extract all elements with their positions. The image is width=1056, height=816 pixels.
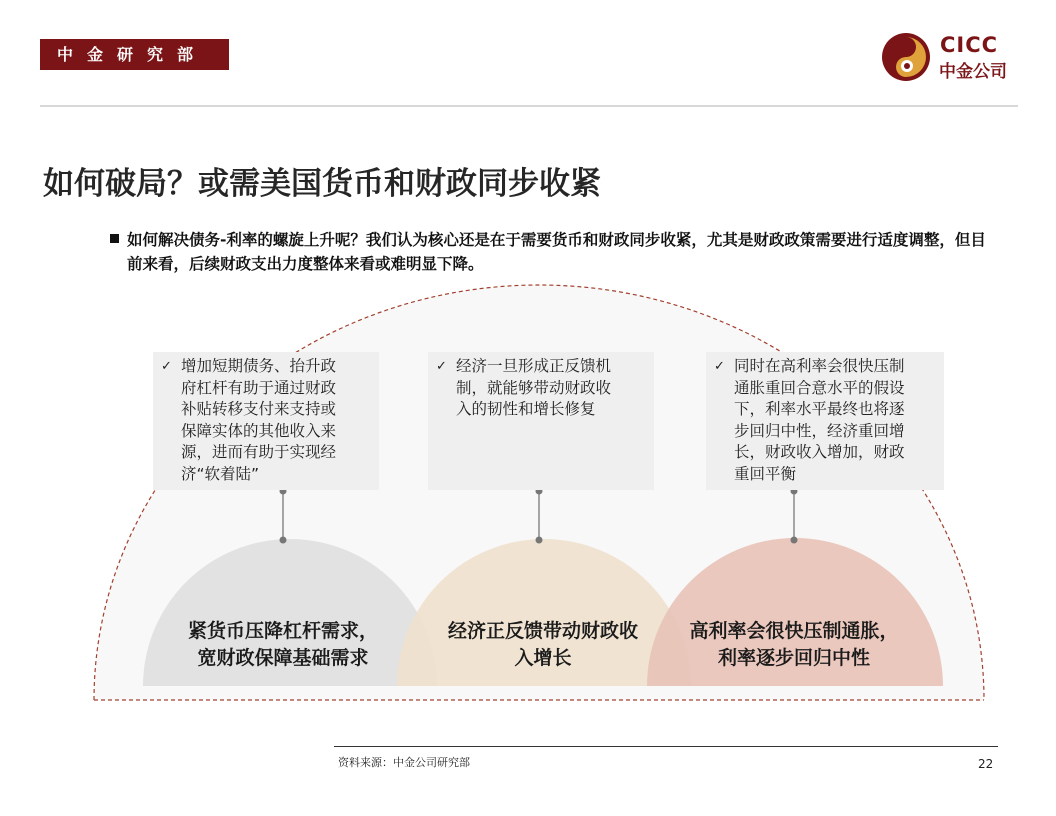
card-line: 补贴转移支付来支持或 bbox=[181, 400, 337, 418]
check-icon: ✓ bbox=[161, 359, 172, 374]
page-title: 如何破局？或需美国货币和财政同步收紧 bbox=[43, 166, 601, 202]
summary-text: 如何解决债务-利率的螺旋上升呢？我们认为核心还是在于需要货币和财政同步收紧，尤其是财政政策需要进行适度调整，但目前来看，后续财政支出力度整体来看或难明显下降。 bbox=[127, 231, 986, 273]
source-note: 资料来源：中金公司研究部 bbox=[338, 756, 470, 769]
footer-divider bbox=[334, 746, 998, 747]
semicircle-label-right bbox=[674, 618, 914, 672]
card-line: 步回归中性，经济重回增 bbox=[734, 421, 905, 440]
card-line: 府杠杆有助于通过财政 bbox=[181, 378, 337, 397]
semicircle-label-middle bbox=[428, 618, 658, 672]
card-line: 入的韧性和增长修复 bbox=[456, 400, 596, 418]
card-left bbox=[153, 352, 379, 490]
label-line: 利率逐步回归中性 bbox=[717, 647, 870, 669]
logo-text-cn: 中金公司 bbox=[939, 62, 1007, 82]
logo-text-en: CICC bbox=[940, 33, 999, 57]
card-middle bbox=[428, 352, 654, 490]
card-line: 下，利率水平最终也将逐 bbox=[734, 400, 905, 418]
card-line: 通胀重回合意水平的假设 bbox=[734, 378, 905, 397]
label-line: 经济正反馈带动财政收 bbox=[447, 620, 638, 642]
card-line: 同时在高利率会很快压制 bbox=[734, 357, 905, 375]
card-line: 源，进而有助于实现经 bbox=[181, 443, 337, 461]
label-line: 紧货币压降杠杆需求， bbox=[187, 620, 378, 642]
label-line: 入增长 bbox=[514, 647, 572, 669]
card-line: 增加短期债务、抬升政 bbox=[181, 357, 337, 375]
label-line: 高利率会很快压制通胀， bbox=[689, 620, 899, 642]
label-line: 宽财政保障基础需求 bbox=[197, 647, 369, 669]
card-line: 制，就能够带动财政收 bbox=[456, 378, 612, 397]
card-line: 经济一旦形成正反馈机 bbox=[456, 357, 612, 375]
card-right bbox=[706, 352, 944, 490]
semicircle-label-left bbox=[168, 618, 398, 672]
card-line: 保障实体的其他收入来 bbox=[181, 421, 337, 440]
card-line: 重回平衡 bbox=[734, 464, 797, 483]
department-tag: 中金研究部 bbox=[40, 39, 229, 70]
check-icon: ✓ bbox=[714, 359, 725, 374]
card-line: 长，财政收入增加，财政 bbox=[734, 443, 905, 461]
check-icon: ✓ bbox=[436, 359, 447, 374]
card-line: 济“软着陆” bbox=[181, 464, 260, 483]
page-number: 22 bbox=[978, 757, 994, 771]
